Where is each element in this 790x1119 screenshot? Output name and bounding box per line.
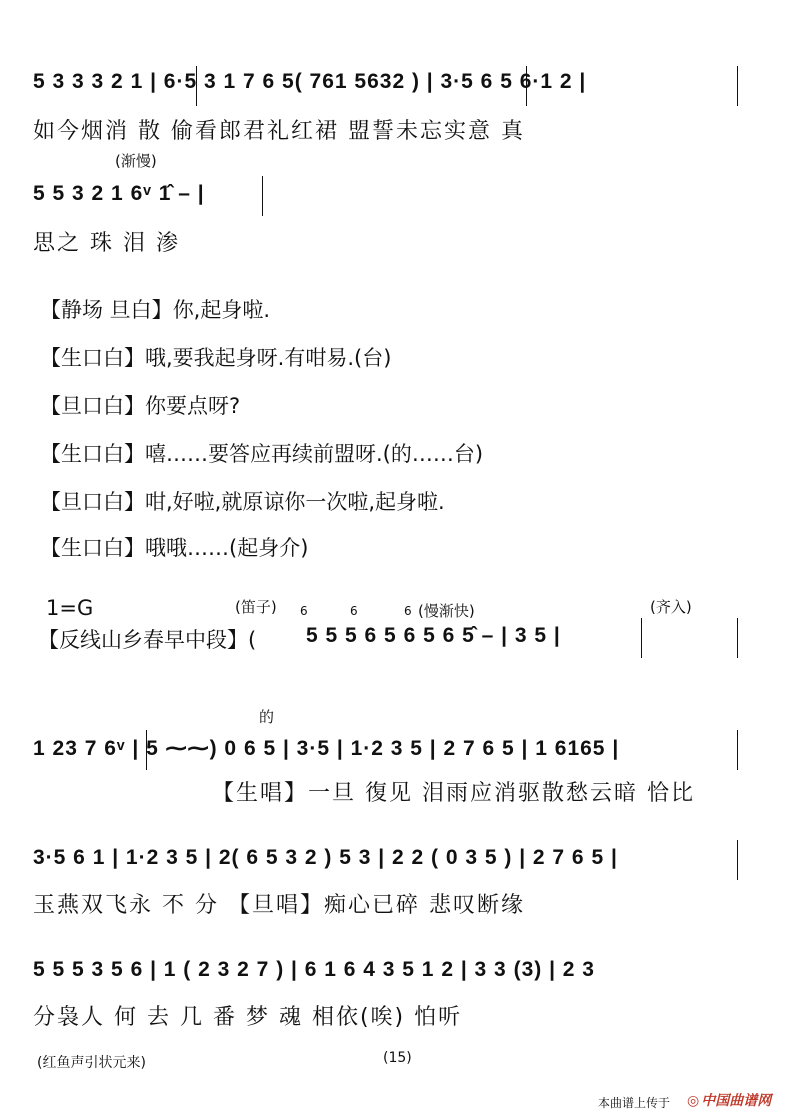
upload-note: 本曲谱上传于 bbox=[598, 1096, 671, 1110]
source-title: (红鱼声引状元来) bbox=[37, 1055, 146, 1071]
barline bbox=[737, 730, 738, 770]
barline bbox=[262, 176, 263, 216]
section-label: 【反线山乡春早中段】( bbox=[38, 628, 257, 652]
flute-annotation: (笛子) bbox=[235, 598, 277, 616]
score-line-1-notes: 5 3 3 3 2 1 | 6·5 3 1 7 6 5( 761 5632 ) | 3·5 6 5 6·1 2 | bbox=[33, 70, 587, 93]
barline bbox=[196, 66, 197, 106]
barline bbox=[526, 66, 527, 106]
dialogue-line: 【生口白】嘻……要答应再续前盟呀.(的……台) bbox=[40, 442, 484, 466]
logo-icon: ◎ bbox=[687, 1093, 700, 1109]
score-line-2-lyrics: 思之 珠 泪 渗 bbox=[33, 231, 180, 256]
score-line-5-notes: 3·5 6 1 | 1·2 3 5 | 2( 6 5 3 2 ) 5 3 | 2 2 ( 0 3 5 ) | 2 7 6 5 | bbox=[33, 846, 618, 869]
score-line-4-notes: 1 23 7 6ᵛ | 5 ⁓⁓) 0 6 5 | 3·5 | 1·2 3 5 | 2 7 6 5 | 1 6165 | bbox=[33, 737, 620, 760]
score-line-6-notes: 5 5 5 3 5 6 | 1 ( 2 3 2 7 ) | 6 1 6 4 3 5 1 2 | 3 3 (3) | 2 3 bbox=[33, 958, 595, 981]
score-line-1-lyrics: 如今烟消 散 偷看郎君礼红裙 盟誓未忘实意 真 bbox=[33, 119, 525, 144]
score-line-3-notes: 5 5 5 6 5 6 5 6 5̂ – | 3 5 | bbox=[306, 624, 561, 647]
tempo-annotation: (慢渐快) bbox=[418, 602, 475, 620]
page-number: (15) bbox=[383, 1050, 412, 1066]
barline bbox=[737, 66, 738, 106]
score-line-4-lyrics: 【生唱】一旦 復见 泪雨应消驱散愁云暗 恰比 bbox=[212, 781, 695, 806]
score-line-5-lyrics: 玉燕双飞永 不 分 【旦唱】痴心已碎 悲叹断缘 bbox=[33, 893, 525, 918]
dialogue-line: 【静场 旦白】你,起身啦. bbox=[40, 298, 271, 322]
barline bbox=[737, 840, 738, 880]
score-line-2-notes: 5 5 3 2 1 6ᵛ 1̂ – | bbox=[33, 182, 205, 205]
dialogue-line: 【旦口白】你要点呀? bbox=[40, 394, 241, 418]
key-signature: 1=G bbox=[46, 596, 94, 620]
site-logo bbox=[687, 1090, 771, 1110]
grace-note: 6 bbox=[404, 604, 412, 618]
score-line-6-lyrics: 分袅人 何 去 几 番 梦 魂 相依(唉) 怕听 bbox=[33, 1005, 463, 1030]
dialogue-line: 【生口白】哦,要我起身呀.有咁易.(台) bbox=[40, 346, 392, 370]
grace-note: 6 bbox=[350, 604, 358, 618]
syllable-annotation: 的 bbox=[259, 708, 275, 726]
site-name: 中国曲谱网 bbox=[701, 1093, 772, 1109]
dialogue-line: 【生口白】哦哦……(起身介) bbox=[40, 536, 309, 560]
unison-annotation: (齐入) bbox=[650, 598, 692, 616]
barline bbox=[737, 618, 738, 658]
barline bbox=[641, 618, 642, 658]
dialogue-line: 【旦口白】咁,好啦,就原谅你一次啦,起身啦. bbox=[40, 490, 445, 514]
barline bbox=[146, 730, 147, 770]
tempo-annotation: (渐慢) bbox=[115, 152, 157, 170]
grace-note: 6 bbox=[300, 604, 308, 618]
